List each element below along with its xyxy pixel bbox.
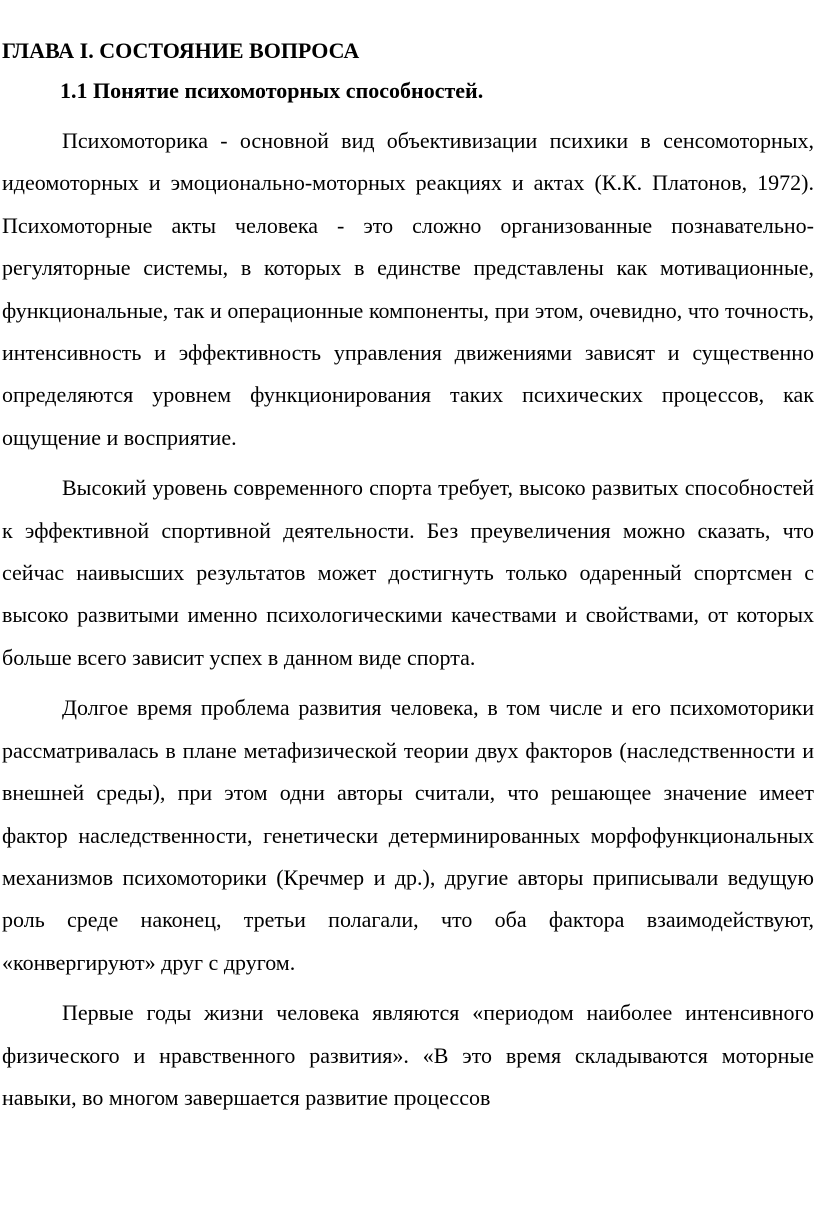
document-page	[2, 36, 814, 1119]
body-text	[2, 120, 814, 1119]
section-title: 1.1 Понятие психомоторных способностей.	[60, 78, 484, 103]
paragraph: Долгое время проблема развития человека, в том числе и его психомоторики рассматривалась в плане метафизической теории двух факторов (наследственности и внешней среды), при этом одни авторы считали, что решающее значение имеет фактор наследственности, генетически детерминированных морфофункциональных механизмов психомоторики (Кречмер и др.), другие авторы приписывали ведущую роль среде наконец, третьи полагали, что оба фактора взаимодействуют, «конвергируют» друг с другом.	[2, 695, 814, 975]
paragraph: Психомоторика - основной вид объективизации психики в сенсомоторных, идеомоторных и эмоционально-моторных реакциях и актах (К.К. Платонов, 1972). Психомоторные акты человека - это сложно организованные познавательно-регуляторные системы, в которых в единстве представлены как мотивационные, функциональные, так и операционные компоненты, при этом, очевидно, что точность, интенсивность и эффективность управления движениями зависят и существенно определяются уровнем функционирования таких психических процессов, как ощущение и восприятие.	[2, 128, 814, 450]
paragraph: Первые годы жизни человека являются «периодом наиболее интенсивного физического и нравственного развития». «В это время складываются моторные навыки, во многом завершается развитие процессов	[2, 1000, 814, 1110]
paragraph: Высокий уровень современного спорта требует, высоко развитых способностей к эффективной спортивной деятельности. Без преувеличения можно сказать, что сейчас наивысших результатов может достигнуть только одаренный спортсмен с высоко развитыми именно психологическими качествами и свойствами, от которых больше всего зависит успех в данном виде спорта.	[2, 475, 814, 670]
chapter-title: ГЛАВА I. СОСТОЯНИЕ ВОПРОСА	[2, 38, 360, 63]
